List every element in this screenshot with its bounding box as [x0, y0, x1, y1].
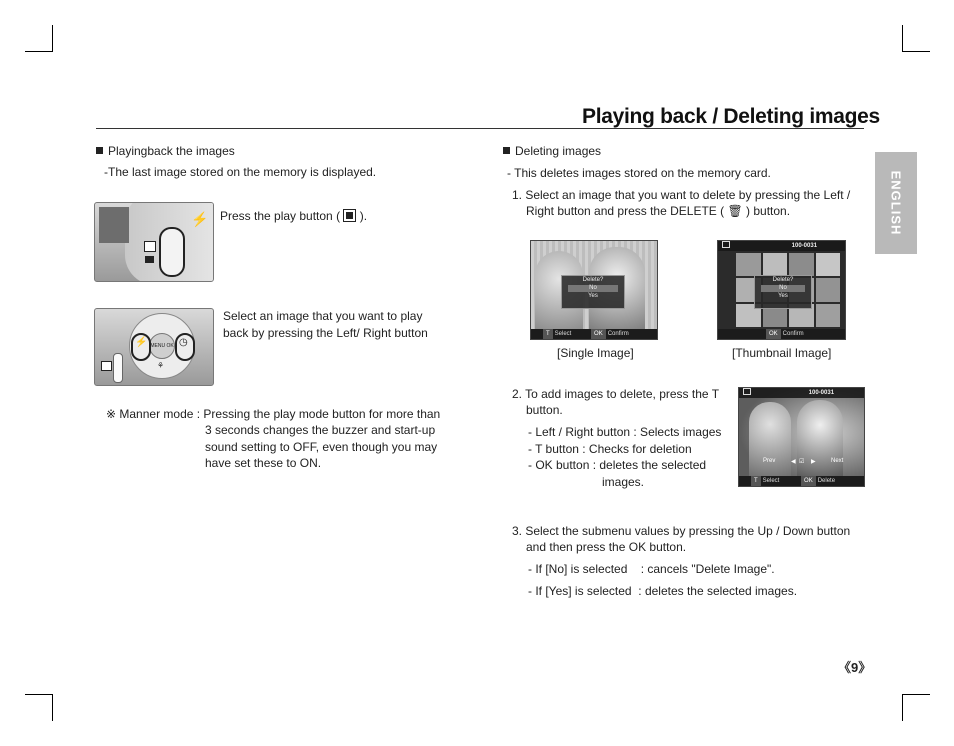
- confirm-label: Confirm: [607, 331, 629, 337]
- crop-mark-tl-h: [25, 51, 52, 52]
- step3-line-c: - If [No] is selected : cancels "Delete Image".: [528, 562, 775, 576]
- crop-mark-bl-h: [25, 694, 52, 695]
- step2-line-b: button.: [526, 403, 563, 417]
- thumb-cell[interactable]: [789, 253, 814, 276]
- step-play-text: [220, 208, 367, 224]
- prev-label[interactable]: Prev: [763, 458, 776, 464]
- step3-line-b: and then press the OK button.: [526, 540, 687, 554]
- camera-back-illustration-2: [94, 308, 214, 386]
- camera-screen-edge: [99, 207, 129, 243]
- delete-label: Delete: [817, 478, 836, 484]
- crop-mark-tl-v: [52, 25, 53, 52]
- play-icon: [743, 388, 751, 395]
- select-label: Select: [554, 331, 572, 337]
- thumbnail-screen: [717, 240, 846, 340]
- flash-icon: ⚡: [135, 337, 148, 348]
- note-line-3: sound setting to OFF, even though you may: [205, 440, 438, 454]
- thumb-file-number: 100-0031: [791, 243, 818, 249]
- left-subline: -The last image stored on the memory is displayed.: [104, 165, 377, 179]
- delete-select-screen: [738, 387, 865, 487]
- t-key: T: [543, 329, 553, 339]
- thumb-cell[interactable]: [736, 253, 761, 276]
- left-heading: [96, 143, 235, 159]
- camera-back-illustration-1: [94, 202, 214, 282]
- step-select-line-1: Select an image that you want to play: [223, 309, 423, 323]
- print-icon: [145, 256, 154, 263]
- trash-icon: 🗑︎: [727, 204, 743, 218]
- screen3-file-number: 100-0031: [808, 390, 835, 396]
- caption-thumbnail-image: [Thumbnail Image]: [732, 346, 832, 360]
- bullet-square-icon: [96, 147, 103, 154]
- bullet-square-icon: [503, 147, 510, 154]
- play-icon: [144, 241, 156, 252]
- language-tab: [875, 152, 917, 254]
- step-select-line-2: back by pressing the Left/ Right button: [223, 326, 428, 340]
- ok-key: OK: [801, 476, 816, 486]
- thumb-top-bar: [718, 241, 845, 251]
- step3-line-d: - If [Yes] is selected : deletes the selected images.: [528, 584, 798, 598]
- note-line-4: have set these to ON.: [205, 456, 322, 470]
- play-icon: [343, 209, 356, 222]
- flash-icon: ⚡: [191, 211, 209, 227]
- menu-ok-button: MENU OK: [149, 333, 175, 359]
- dialog-option-no[interactable]: No: [761, 285, 805, 292]
- step1-line-c-text: ) button.: [746, 204, 791, 218]
- right-subline: - This deletes images stored on the memory card.: [507, 166, 771, 180]
- step3-line-a: 3. Select the submenu values by pressing the Up / Down button: [512, 524, 851, 538]
- dialog-option-yes[interactable]: Yes: [778, 293, 788, 299]
- step1-line-b: [526, 203, 790, 219]
- screen3-bottom-bar: [739, 476, 864, 486]
- crop-mark-br-h: [903, 694, 930, 695]
- step1-line-a: 1. Select an image that you want to delete by pressing the Left /: [512, 188, 851, 202]
- dialog-option-no[interactable]: No: [568, 285, 618, 292]
- play-icon: [101, 361, 112, 371]
- screen3-top-bar: [739, 388, 864, 398]
- thumb-cell[interactable]: [816, 278, 841, 301]
- thumb-bottom-bar: [718, 329, 845, 339]
- right-heading-text: Deleting images: [515, 144, 602, 158]
- macro-icon: ⚘: [157, 361, 165, 370]
- play-icon: [722, 241, 730, 248]
- crop-mark-tr-v: [902, 25, 903, 52]
- step2-line-e: - OK button : deletes the selected: [528, 458, 707, 472]
- delete-dialog: [561, 275, 625, 309]
- t-key: T: [751, 476, 761, 486]
- step1-line-b-text: Right button and press the DELETE (: [526, 204, 725, 218]
- delete-dialog: [754, 275, 812, 309]
- ok-key: OK: [766, 329, 781, 339]
- dialog-title: Delete?: [772, 277, 794, 283]
- note-line-1: ※ Manner mode : Pressing the play mode button for more than: [106, 407, 441, 421]
- timer-icon: ◷: [179, 337, 188, 348]
- screen3-nav: [739, 458, 864, 468]
- dialog-option-yes[interactable]: Yes: [588, 293, 598, 299]
- step2-line-c: - Left / Right button : Selects images: [528, 425, 722, 439]
- step2-line-a: 2. To add images to delete, press the T: [512, 387, 720, 401]
- title-rule: [96, 128, 864, 129]
- page-title: Playing back / Deleting images: [582, 105, 880, 128]
- step-play-text-a: Press the play button (: [220, 209, 341, 223]
- single-bottom-bar: [531, 329, 657, 339]
- check-delete-icon: ☑: [799, 459, 805, 465]
- page-number: 《9》: [838, 660, 872, 675]
- thumb-cell[interactable]: [816, 304, 841, 327]
- right-heading: [503, 143, 601, 159]
- caption-single-image: [Single Image]: [557, 346, 634, 360]
- crop-mark-tr-h: [903, 51, 930, 52]
- dialog-title: Delete?: [582, 277, 604, 283]
- ok-key: OK: [591, 329, 606, 339]
- side-button: [113, 353, 123, 383]
- single-image-screen: [530, 240, 658, 340]
- step-play-text-b: ).: [359, 209, 368, 223]
- chevron-left-icon[interactable]: ◀: [791, 459, 796, 465]
- step2-line-f: images.: [602, 475, 645, 489]
- note-line-2: 3 seconds changes the buzzer and start-up: [205, 423, 436, 437]
- crop-mark-br-v: [902, 694, 903, 721]
- next-label[interactable]: Next: [831, 458, 844, 464]
- thumb-cell[interactable]: [763, 253, 788, 276]
- language-tab-label: ENGLISH: [888, 170, 904, 236]
- select-label: Select: [762, 478, 780, 484]
- crop-mark-bl-v: [52, 694, 53, 721]
- confirm-label: Confirm: [782, 331, 804, 337]
- chevron-right-icon[interactable]: ▶: [811, 459, 816, 465]
- thumb-cell[interactable]: [816, 253, 841, 276]
- play-button-highlight: [159, 227, 185, 277]
- left-heading-text: Playingback the images: [108, 144, 235, 158]
- step2-line-d: - T button : Checks for deletion: [528, 442, 692, 456]
